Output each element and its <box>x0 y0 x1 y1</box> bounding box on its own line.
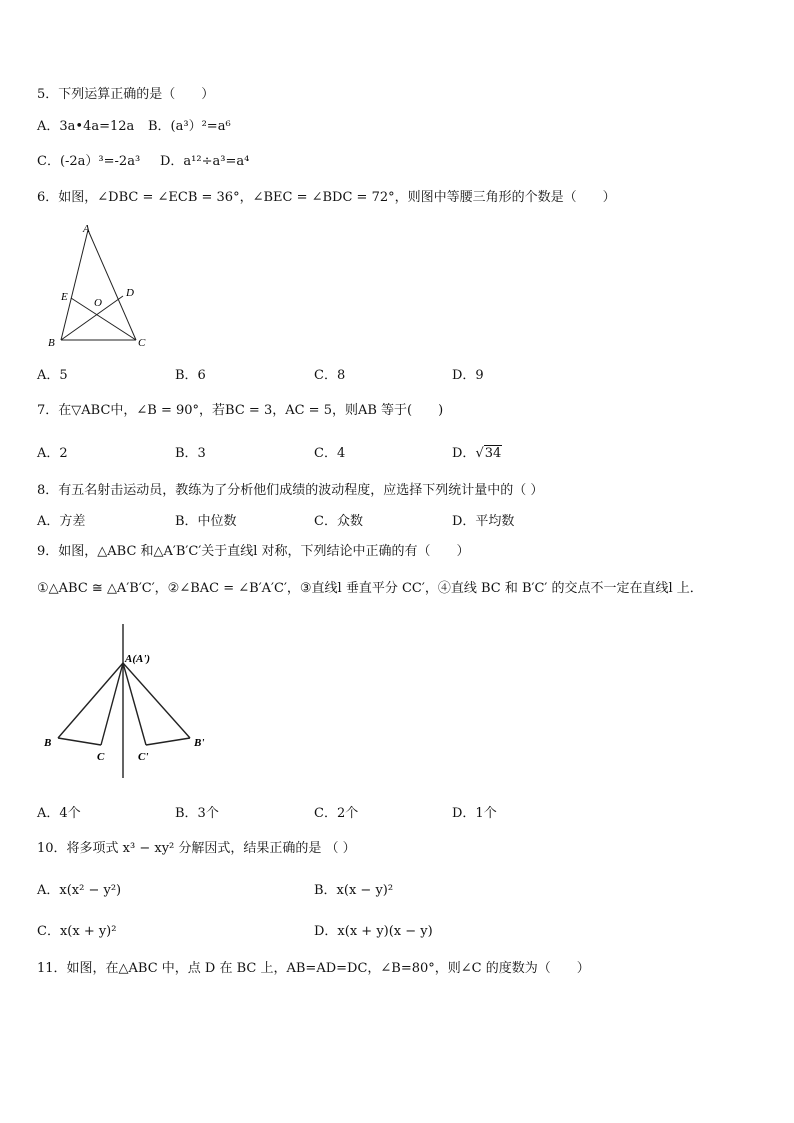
q7-option-d: D．√34 <box>452 446 502 461</box>
q9-label-c-prime: C' <box>138 751 149 763</box>
q5-option-a: A．3a•4a=12a <box>37 119 135 134</box>
q8-option-b: B．中位数 <box>175 514 237 529</box>
q6-option-a: A．5 <box>37 368 68 383</box>
q6-label-c: C <box>138 337 146 348</box>
q7-option-c: C．4 <box>314 446 346 461</box>
q7-option-b: B．3 <box>175 446 206 461</box>
q8-option-a: A．方差 <box>37 514 86 529</box>
q6-stem: 6．如图，∠DBC = ∠ECB = 36°，∠BEC = ∠BDC = 72°，则图中等腰三角形的个数是（ ） <box>37 190 616 205</box>
q9-label-b-prime: B' <box>194 737 205 749</box>
q6-option-d: D．9 <box>452 368 484 383</box>
q6-option-b: B．6 <box>175 368 206 383</box>
q5-option-b: B．(a³）²=a⁶ <box>148 119 231 134</box>
q8-option-c: C．众数 <box>314 514 363 529</box>
q5-option-d: D．a¹²÷a³=a⁴ <box>160 154 250 169</box>
q10-option-c: C．x(x + y)² <box>37 924 117 939</box>
q9-option-d: D．1个 <box>452 806 497 821</box>
q9-symmetry-figure <box>38 618 218 783</box>
q7-option-a: A．2 <box>37 446 68 461</box>
q9-label-b: B <box>44 737 52 749</box>
q10-option-a: A．x(x² − y²) <box>37 883 122 898</box>
q11-stem: 11．如图，在△ABC 中，点 D 在 BC 上，AB=AD=DC，∠B=80°，则∠C 的度数为（ ） <box>37 961 590 976</box>
q8-stem: 8．有五名射击运动员，教练为了分析他们成绩的波动程度，应选择下列统计量中的（ ） <box>37 483 544 498</box>
q6-option-c: C．8 <box>314 368 346 383</box>
q9-statements: ①△ABC ≅ △A′B′C′，②∠BAC = ∠B′A′C′，③直线l 垂直平分 CC′，④直线 BC 和 B′C′ 的交点不一定在直线l 上． <box>37 581 703 596</box>
q7-sqrt-radicand: 34 <box>484 446 502 461</box>
q9-label-c: C <box>97 751 105 763</box>
q9-label-a: A(A') <box>125 653 151 665</box>
q6-label-b: B <box>48 337 55 348</box>
q7-stem: 7．在▽ABC中，∠B = 90°，若BC = 3，AC = 5，则AB 等于( ) <box>37 403 444 418</box>
q10-option-d: D．x(x + y)(x − y) <box>314 924 433 939</box>
q8-option-d: D．平均数 <box>452 514 515 529</box>
q10-stem: 10．将多项式 x³ − xy² 分解因式，结果正确的是 （ ） <box>37 841 356 856</box>
q9-option-a: A．4个 <box>37 806 81 821</box>
q9-stem: 9．如图，△ABC 和△A′B′C′关于直线l 对称，下列结论中正确的有（ ） <box>37 544 470 559</box>
sqrt-symbol: √ <box>475 446 484 461</box>
q10-option-b: B．x(x − y)² <box>314 883 394 898</box>
q9-option-c: C．2个 <box>314 806 359 821</box>
q6-label-e: E <box>61 291 68 303</box>
q9-option-b: B．3个 <box>175 806 219 821</box>
q5-stem: 5．下列运算正确的是（ ） <box>37 87 215 102</box>
q6-triangle-figure <box>44 220 154 348</box>
q6-label-d: D <box>126 287 134 299</box>
q6-label-o: O <box>94 297 102 309</box>
q6-label-a: A <box>83 223 90 235</box>
q5-option-c: C．(-2a）³=-2a³ <box>37 154 141 169</box>
